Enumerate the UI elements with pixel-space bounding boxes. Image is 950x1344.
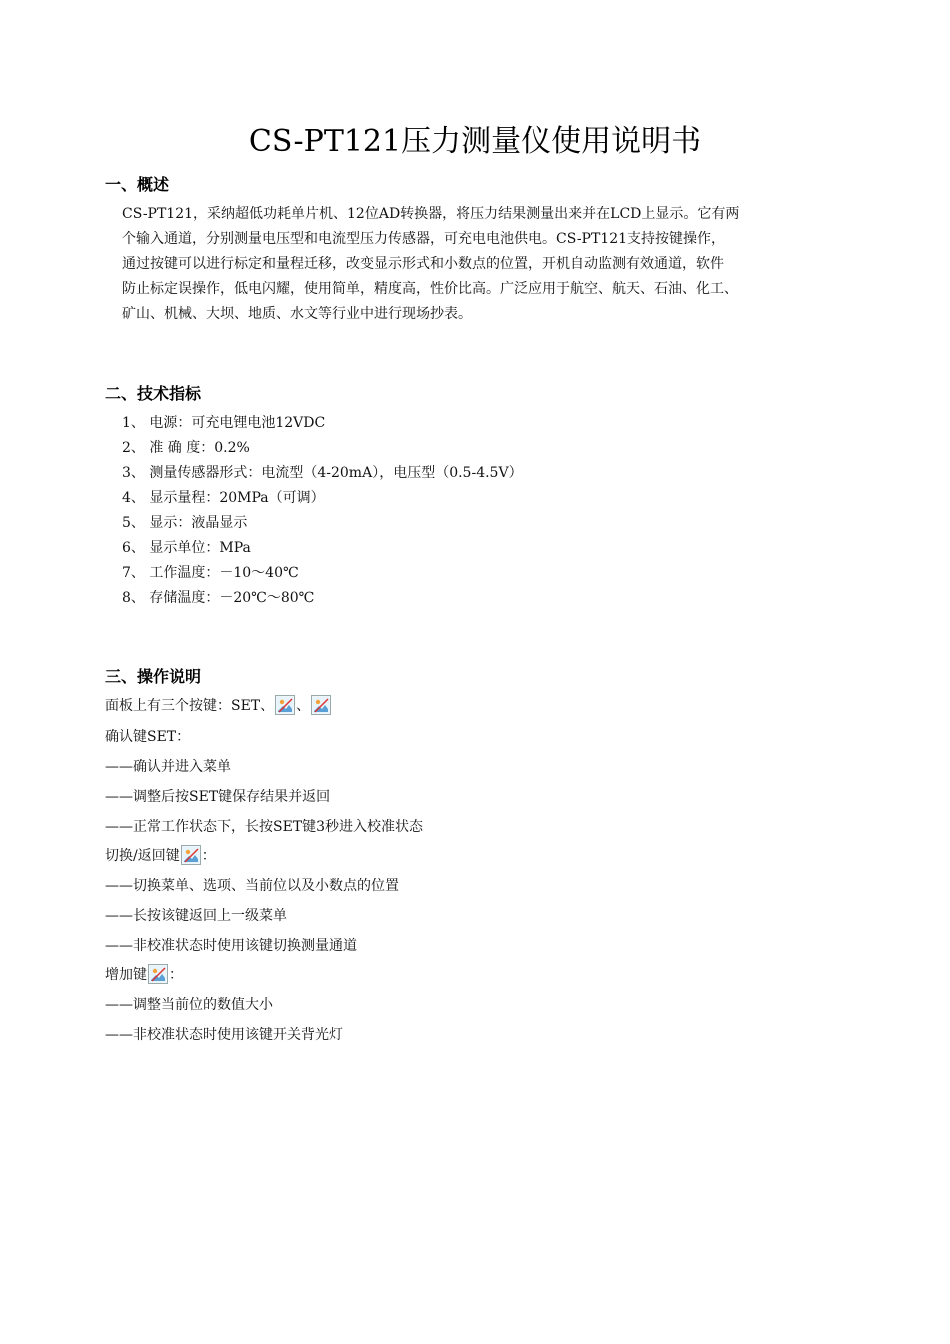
switch-key-item: ——非校准状态时使用该键切换测量通道 [105,938,357,954]
add-key-line [105,963,183,988]
spec-item: 2、 准 确 度：0.2% [122,440,250,456]
spec-item: 8、 存储温度：－20℃～80℃ [122,590,315,606]
overview-paragraph [122,202,867,327]
add-key-item: ——非校准状态时使用该键开关背光灯 [105,1027,343,1043]
panel-keys-separator: 、 [296,698,311,714]
spec-item: 6、 显示单位：MPa [122,540,251,556]
broken-image-icon [311,695,331,715]
add-key-item: ——调整当前位的数值大小 [105,997,273,1013]
broken-image-icon [148,964,168,984]
overview-line: 通过按键可以进行标定和量程迁移，改变显示形式和小数点的位置，开机自动监测有效通道，软件 [122,256,724,272]
broken-image-icon [275,695,295,715]
spec-item: 1、 电源：可充电锂电池12VDC [122,415,326,431]
spec-item: 5、 显示：液晶显示 [122,515,248,531]
panel-keys-line [105,694,332,719]
spec-item: 3、 测量传感器形式：电流型（4-20mA），电压型（0.5-4.5V） [122,465,523,481]
switch-key-colon: ： [201,848,216,864]
add-key-colon: ： [169,967,183,983]
overview-line: CS-PT121，采纳超低功耗单片机、12位AD转换器，将压力结果测量出来并在LCD上显示。它有两 [122,206,740,222]
panel-keys-text: 面板上有三个按键：SET、 [105,698,275,714]
section-heading-overview: 一、概述 [105,175,170,194]
switch-key-item: ——切换菜单、选项、当前位以及小数点的位置 [105,878,399,894]
section-heading-operation: 三、操作说明 [105,667,202,686]
spec-item: 7、 工作温度：－10～40℃ [122,565,299,581]
add-key-label: 增加键 [105,967,147,983]
document-title: CS-PT121压力测量仪使用说明书 [248,124,702,159]
overview-line: 防止标定误操作，低电闪耀，使用简单，精度高，性价比高。广泛应用于航空、航天、石油、化工、 [122,281,738,297]
broken-image-icon [181,845,201,865]
section-heading-specs: 二、技术指标 [105,384,202,403]
confirm-key-item: ——确认并进入菜单 [105,759,231,775]
confirm-key-item: ——正常工作状态下，长按SET键3秒进入校准状态 [105,819,424,835]
confirm-key-item: ——调整后按SET键保存结果并返回 [105,789,331,805]
spec-item: 4、 显示量程：20MPa（可调） [122,490,325,506]
overview-line: 个输入通道，分别测量电压型和电流型压力传感器，可充电电池供电。CS-PT121支持按键操作， [122,231,726,247]
confirm-key-label: 确认键SET： [105,729,191,745]
switch-key-item: ——长按该键返回上一级菜单 [105,908,287,924]
switch-key-line [105,844,216,869]
switch-key-label: 切换/返回键 [105,848,180,864]
overview-line: 矿山、机械、大坝、地质、水文等行业中进行现场抄表。 [122,306,472,322]
